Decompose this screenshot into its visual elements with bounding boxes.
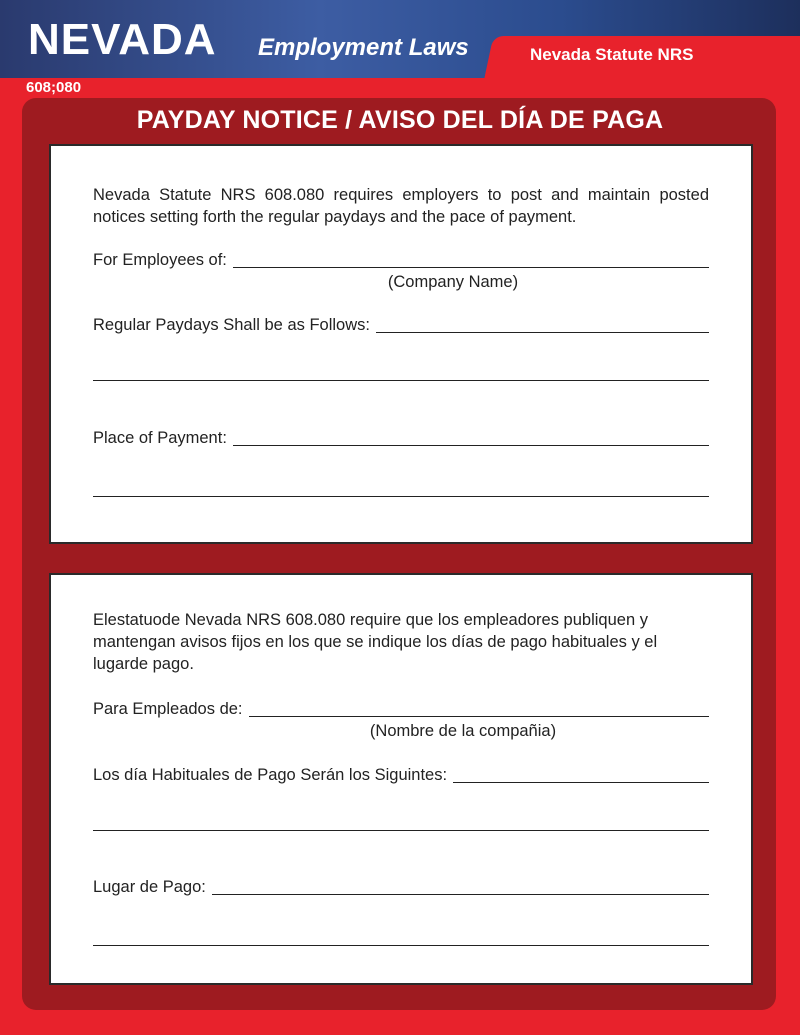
spanish-notice-box [49,573,753,985]
place-line[interactable] [233,444,709,446]
statute-label: Nevada Statute NRS [530,45,694,64]
empleados-label: Para Empleados de: [93,699,243,718]
english-intro: Nevada Statute NRS 608.080 requires employers to post and maintain posted notices setting forth the regular paydays and the pace of payment. [93,186,709,226]
paydays-field[interactable] [93,311,709,335]
employees-label: For Employees of: [93,250,227,269]
paydays-extra-line[interactable] [93,380,709,381]
lugar-pago-line[interactable] [212,893,709,895]
nombre-compania-caption: (Nombre de la compañia) [369,722,557,740]
employees-line[interactable] [233,266,709,268]
place-extra-line[interactable] [93,496,709,497]
header-subtitle: Employment Laws [258,34,469,61]
paydays-line[interactable] [376,331,709,333]
english-notice-box [49,144,753,544]
company-name-caption: (Company Name) [387,273,519,291]
lugar-pago-label: Lugar de Pago: [93,877,206,896]
dias-pago-label: Los día Habituales de Pago Serán los Siguintes: [93,765,448,784]
lugar-pago-extra-line[interactable] [93,945,709,946]
employees-field[interactable] [93,246,709,270]
paydays-label: Regular Paydays Shall be as Follows: [93,315,370,334]
dias-pago-line[interactable] [453,781,709,783]
empleados-field[interactable] [93,695,709,719]
statute-code: 608;080 [26,79,82,96]
dias-pago-field[interactable] [93,761,709,785]
empleados-line[interactable] [249,715,709,717]
state-title: NEVADA [28,15,217,64]
spanish-intro: Elestatuode Nevada NRS 608.080 require que los empleadores publiquen y mantengan avisos fijos en los que se indique los días de pago habituales y el lugarde pago. [93,611,658,673]
place-field[interactable] [93,424,709,448]
dias-pago-extra-line[interactable] [93,830,709,831]
place-label: Place of Payment: [93,428,227,447]
notice-title: PAYDAY NOTICE / AVISO DEL DÍA DE PAGA [136,106,664,134]
lugar-pago-field[interactable] [93,873,709,897]
header-banner [0,0,800,78]
